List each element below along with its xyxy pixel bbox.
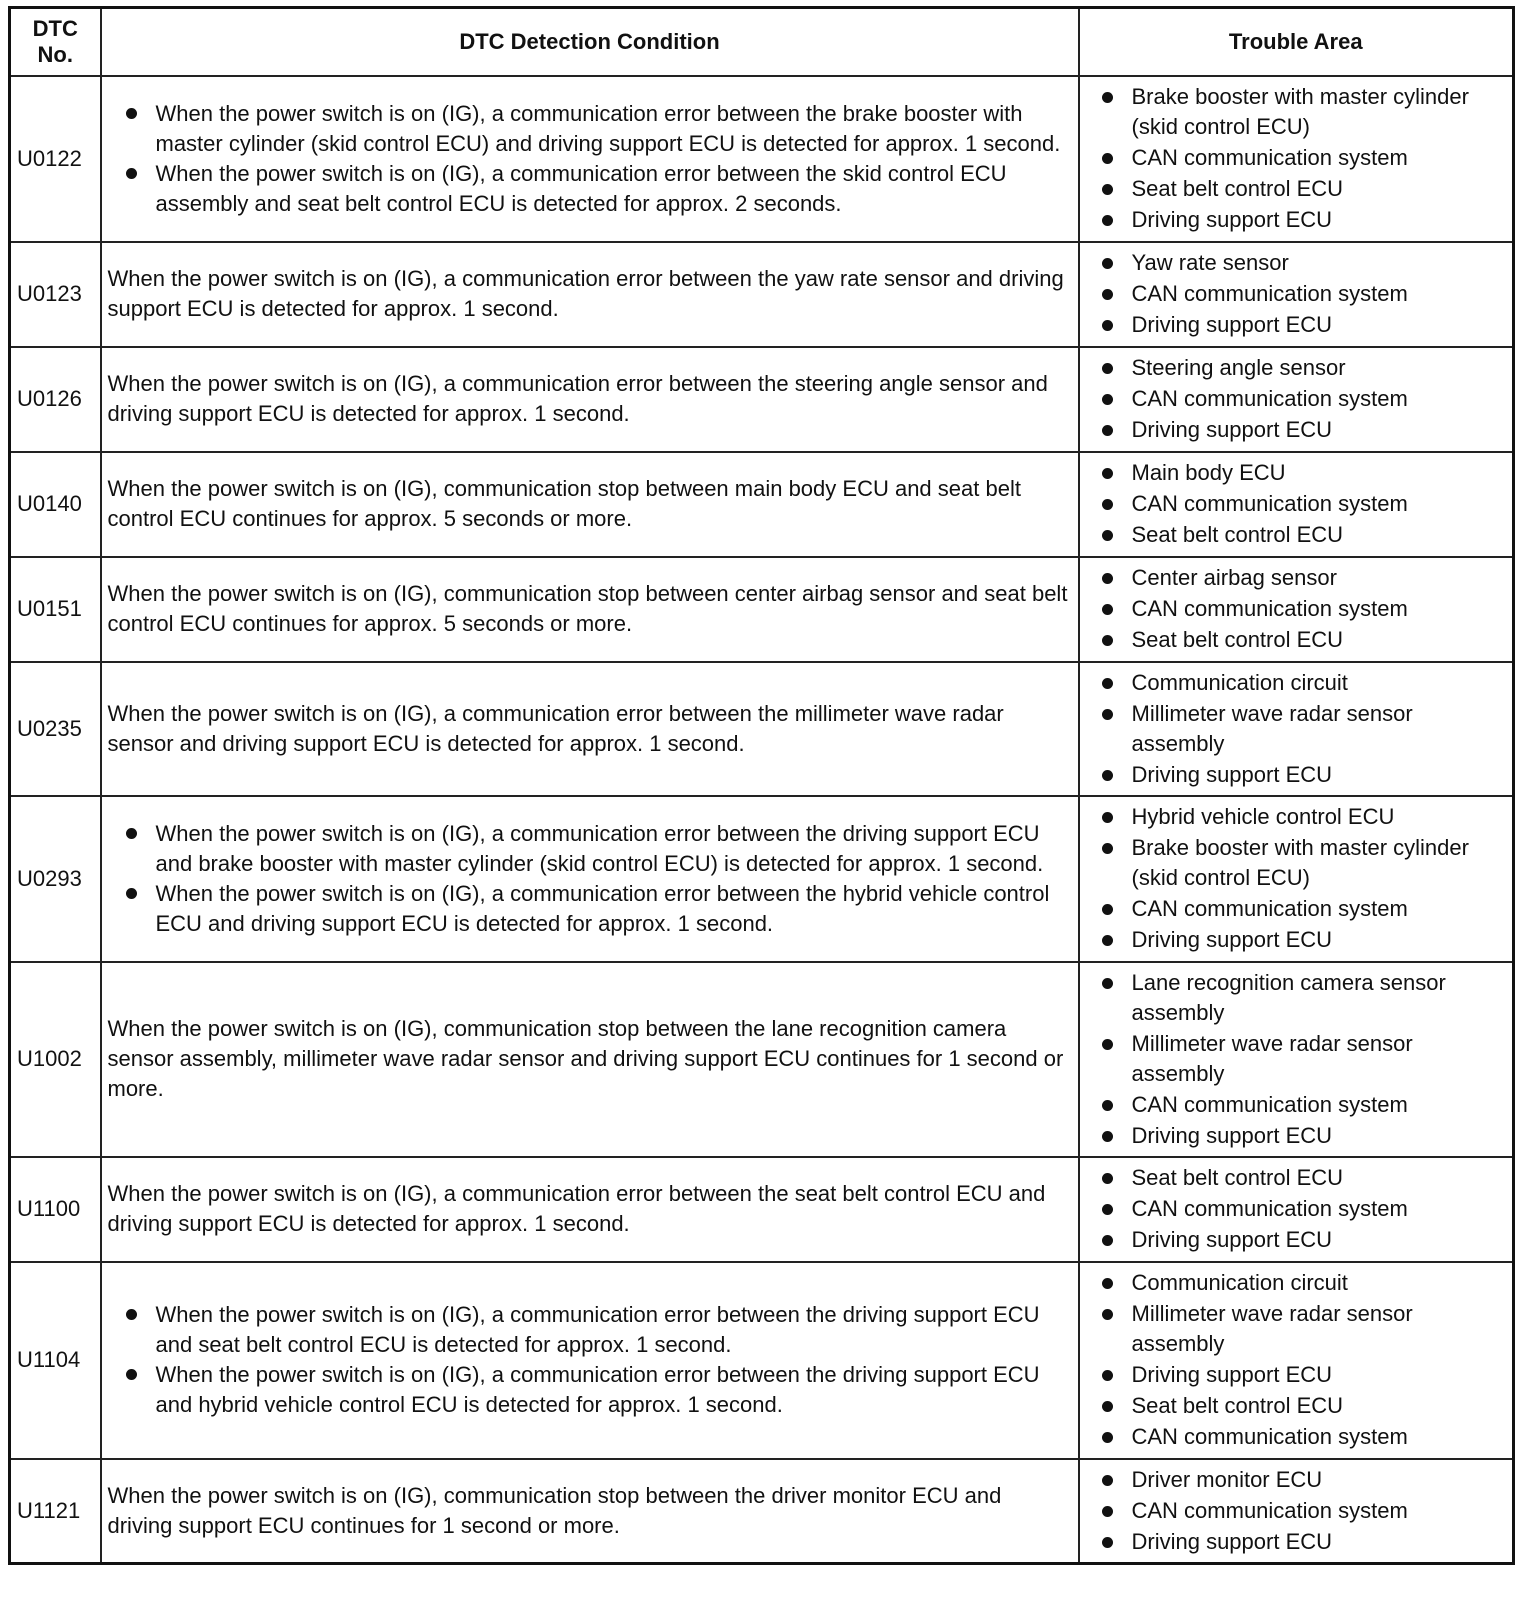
trouble-area-item: Yaw rate sensor: [1102, 248, 1509, 278]
trouble-area-list: [1102, 1465, 1509, 1557]
dtc-code: U0140: [10, 452, 101, 557]
trouble-area-item: Driving support ECU: [1102, 1360, 1509, 1390]
trouble-area: [1079, 662, 1514, 796]
dtc-code: U0122: [10, 76, 101, 242]
trouble-area-item: Seat belt control ECU: [1102, 520, 1509, 550]
trouble-area: [1079, 557, 1514, 662]
trouble-area-list: [1102, 458, 1509, 550]
detection-condition: [101, 452, 1079, 557]
dtc-table: [8, 6, 1515, 1565]
trouble-area-item: Millimeter wave radar sensor assembly: [1102, 1299, 1509, 1359]
detection-condition: [101, 347, 1079, 452]
trouble-area-item: Brake booster with master cylinder (skid control ECU): [1102, 833, 1509, 893]
condition-text: When the power switch is on (IG), a communication error between the seat belt control ECU and driving support ECU is detected for approx. 1 second.: [107, 1181, 1046, 1236]
trouble-area-list: [1102, 248, 1509, 340]
trouble-area-item: Millimeter wave radar sensor assembly: [1102, 1029, 1509, 1089]
dtc-code: U0235: [10, 662, 101, 796]
trouble-area-item: Brake booster with master cylinder (skid control ECU): [1102, 82, 1509, 142]
trouble-area-item: CAN communication system: [1102, 143, 1509, 173]
condition-text: When the power switch is on (IG), communication stop between center airbag sensor and seat belt control ECU continues for approx. 5 seconds or more.: [107, 581, 1068, 636]
trouble-area-item: CAN communication system: [1102, 489, 1509, 519]
dtc-code: U1100: [10, 1157, 101, 1262]
dtc-code: U1002: [10, 962, 101, 1157]
trouble-area: [1079, 962, 1514, 1157]
trouble-area-item: CAN communication system: [1102, 1496, 1509, 1526]
dtc-code: U1121: [10, 1459, 101, 1564]
detection-condition: [101, 796, 1079, 962]
condition-text: When the power switch is on (IG), communication stop between the lane recognition camera sensor assembly, millimeter wave radar sensor and driving support ECU continues for 1 second or more.: [107, 1016, 1064, 1101]
trouble-area-list: [1102, 668, 1509, 790]
trouble-area-item: Steering angle sensor: [1102, 353, 1509, 383]
detection-condition: [101, 1157, 1079, 1262]
trouble-area-item: Seat belt control ECU: [1102, 174, 1509, 204]
trouble-area-list: [1102, 1268, 1509, 1452]
trouble-area-item: CAN communication system: [1102, 384, 1509, 414]
trouble-area: [1079, 796, 1514, 962]
header-trouble-area: Trouble Area: [1079, 8, 1514, 76]
trouble-area-item: Millimeter wave radar sensor assembly: [1102, 699, 1509, 759]
condition-item: When the power switch is on (IG), a communication error between the brake booster with master cylinder (skid control ECU) and driving support ECU is detected for approx. 1 second.: [126, 99, 1070, 159]
condition-list: [126, 99, 1070, 219]
trouble-area-item: Communication circuit: [1102, 668, 1509, 698]
table-row: [10, 796, 1514, 962]
condition-item: When the power switch is on (IG), a communication error between the driving support ECU and seat belt control ECU is detected for approx. 1 second.: [126, 1300, 1070, 1360]
trouble-area-item: Communication circuit: [1102, 1268, 1509, 1298]
trouble-area-item: Driving support ECU: [1102, 310, 1509, 340]
trouble-area: [1079, 347, 1514, 452]
trouble-area-item: Main body ECU: [1102, 458, 1509, 488]
condition-item: When the power switch is on (IG), a communication error between the skid control ECU assembly and seat belt control ECU is detected for approx. 2 seconds.: [126, 159, 1070, 219]
trouble-area: [1079, 76, 1514, 242]
table-row: [10, 1157, 1514, 1262]
condition-item: When the power switch is on (IG), a communication error between the driving support ECU and hybrid vehicle control ECU is detected for approx. 1 second.: [126, 1360, 1070, 1420]
table-row: [10, 76, 1514, 242]
trouble-area-item: Driver monitor ECU: [1102, 1465, 1509, 1495]
trouble-area-item: CAN communication system: [1102, 1090, 1509, 1120]
trouble-area-item: Seat belt control ECU: [1102, 625, 1509, 655]
table-row: [10, 662, 1514, 796]
table-body: [10, 76, 1514, 1564]
trouble-area-item: CAN communication system: [1102, 594, 1509, 624]
dtc-code: U1104: [10, 1262, 101, 1459]
trouble-area-list: [1102, 802, 1509, 955]
trouble-area: [1079, 242, 1514, 347]
detection-condition: [101, 76, 1079, 242]
trouble-area-item: Lane recognition camera sensor assembly: [1102, 968, 1509, 1028]
table-row: [10, 1459, 1514, 1564]
condition-item: When the power switch is on (IG), a communication error between the hybrid vehicle control ECU and driving support ECU is detected for approx. 1 second.: [126, 879, 1070, 939]
trouble-area: [1079, 1459, 1514, 1564]
dtc-table-container: [8, 6, 1515, 1565]
trouble-area-item: Seat belt control ECU: [1102, 1163, 1509, 1193]
trouble-area-item: CAN communication system: [1102, 1194, 1509, 1224]
table-row: [10, 242, 1514, 347]
table-row: [10, 962, 1514, 1157]
trouble-area-item: CAN communication system: [1102, 894, 1509, 924]
trouble-area-item: Driving support ECU: [1102, 415, 1509, 445]
trouble-area-list: [1102, 353, 1509, 445]
table-row: [10, 452, 1514, 557]
trouble-area-item: Driving support ECU: [1102, 1225, 1509, 1255]
condition-item: When the power switch is on (IG), a communication error between the driving support ECU and brake booster with master cylinder (skid control ECU) is detected for approx. 1 second.: [126, 819, 1070, 879]
trouble-area-list: [1102, 1163, 1509, 1255]
condition-text: When the power switch is on (IG), a communication error between the steering angle sensor and driving support ECU is detected for approx. 1 second.: [107, 371, 1048, 426]
detection-condition: [101, 962, 1079, 1157]
condition-list: [126, 1300, 1070, 1420]
trouble-area-item: CAN communication system: [1102, 1422, 1509, 1452]
trouble-area-list: [1102, 563, 1509, 655]
table-row: [10, 347, 1514, 452]
header-detection-condition: DTC Detection Condition: [101, 8, 1079, 76]
detection-condition: [101, 557, 1079, 662]
condition-text: When the power switch is on (IG), a communication error between the yaw rate sensor and driving support ECU is detected for approx. 1 second.: [107, 266, 1064, 321]
trouble-area-list: [1102, 82, 1509, 235]
condition-text: When the power switch is on (IG), communication stop between main body ECU and seat belt control ECU continues for approx. 5 seconds or more.: [107, 476, 1021, 531]
trouble-area-item: Center airbag sensor: [1102, 563, 1509, 593]
dtc-code: U0151: [10, 557, 101, 662]
header-row: [10, 8, 1514, 76]
trouble-area-item: Driving support ECU: [1102, 205, 1509, 235]
trouble-area-item: Driving support ECU: [1102, 1121, 1509, 1151]
trouble-area-item: Driving support ECU: [1102, 925, 1509, 955]
header-dtc-no: DTC No.: [10, 8, 101, 76]
trouble-area-item: Driving support ECU: [1102, 1527, 1509, 1557]
trouble-area-list: [1102, 968, 1509, 1151]
condition-list: [126, 819, 1070, 939]
condition-text: When the power switch is on (IG), a communication error between the millimeter wave radar sensor and driving support ECU is detected for approx. 1 second.: [107, 700, 1004, 756]
trouble-area-item: Seat belt control ECU: [1102, 1391, 1509, 1421]
detection-condition: [101, 662, 1079, 796]
condition-text: When the power switch is on (IG), communication stop between the driver monitor ECU and driving support ECU continues for 1 second or more.: [107, 1482, 1002, 1538]
trouble-area: [1079, 1157, 1514, 1262]
detection-condition: [101, 1459, 1079, 1564]
trouble-area: [1079, 452, 1514, 557]
trouble-area: [1079, 1262, 1514, 1459]
table-row: [10, 557, 1514, 662]
dtc-code: U0293: [10, 796, 101, 962]
trouble-area-item: CAN communication system: [1102, 279, 1509, 309]
dtc-code: U0126: [10, 347, 101, 452]
trouble-area-item: Driving support ECU: [1102, 760, 1509, 790]
detection-condition: [101, 1262, 1079, 1459]
trouble-area-item: Hybrid vehicle control ECU: [1102, 802, 1509, 832]
table-row: [10, 1262, 1514, 1459]
dtc-code: U0123: [10, 242, 101, 347]
detection-condition: [101, 242, 1079, 347]
